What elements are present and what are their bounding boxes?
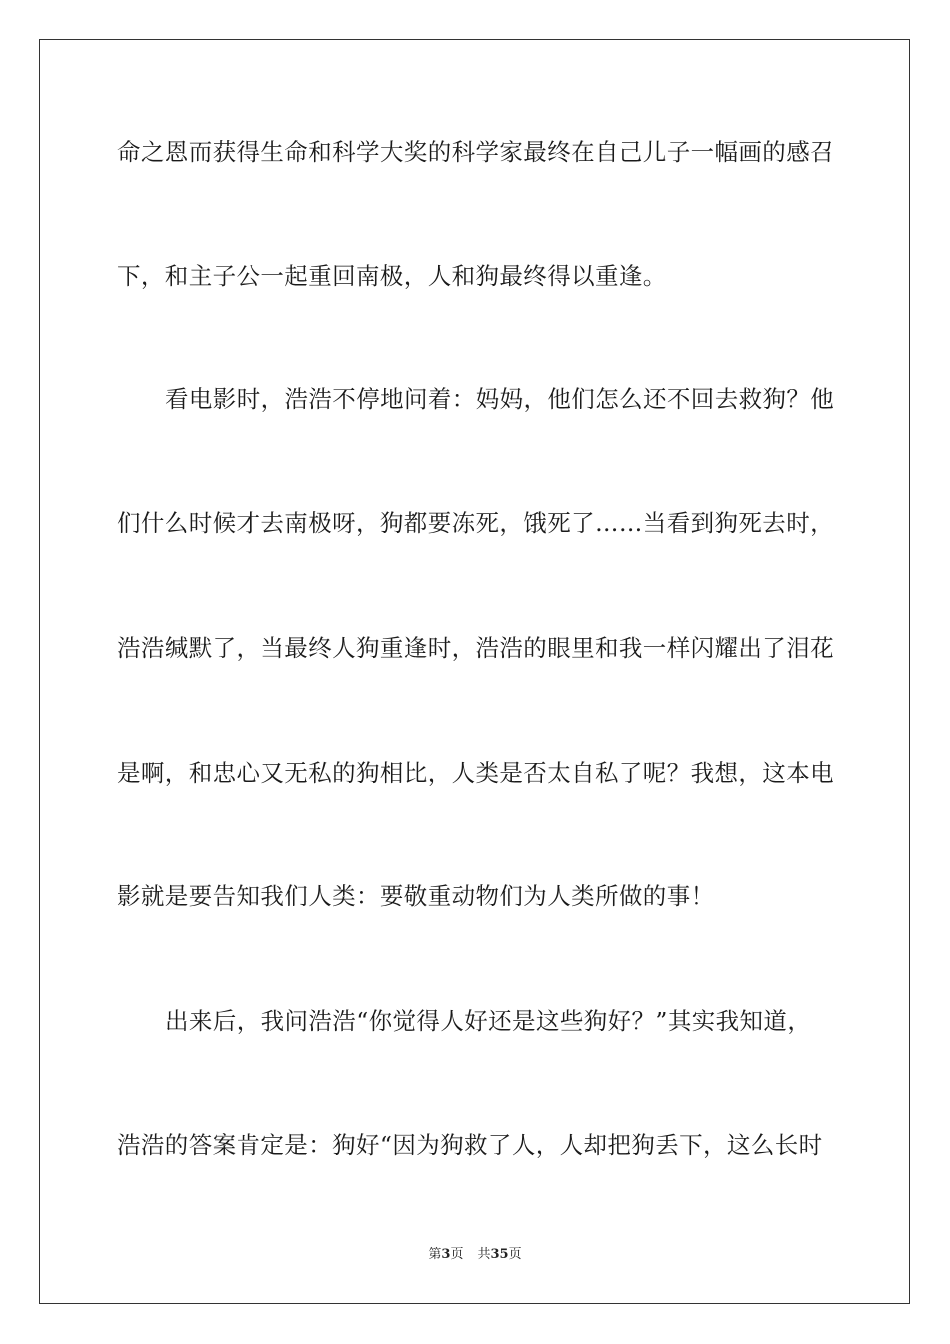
- total-pages-prefix: 共: [477, 1247, 491, 1262]
- page-border: [39, 39, 910, 1304]
- total-pages-suffix: 页: [508, 1247, 522, 1262]
- body-text-line: 浩浩缄默了，当最终人狗重逢时，浩浩的眼里和我一样闪耀出了泪花: [117, 634, 834, 662]
- current-page-number: 3: [441, 1247, 451, 1262]
- body-text-line: 影就是要告知我们人类：要敬重动物们为人类所做的事！: [117, 882, 715, 910]
- body-text-line: 下，和主子公一起重回南极，人和狗最终得以重逢。: [117, 262, 667, 290]
- paragraph-first-line: 出来后，我问浩浩“你觉得人好还是这些狗好？”其实我知道，: [165, 1007, 812, 1035]
- body-text-line: 浩浩的答案肯定是：狗好“因为狗救了人，人却把狗丢下，这么长时: [117, 1131, 823, 1159]
- page-number-prefix: 第: [428, 1247, 442, 1262]
- body-text-line: 们什么时候才去南极呀，狗都要冻死，饿死了……当看到狗死去时，: [117, 509, 834, 537]
- body-text-line: 命之恩而获得生命和科学大奖的科学家最终在自己儿子一幅画的感召: [117, 138, 834, 166]
- page-number-suffix: 页: [450, 1247, 464, 1262]
- paragraph-first-line: 看电影时，浩浩不停地问着：妈妈，他们怎么还不回去救狗？他: [165, 385, 835, 413]
- total-pages-number: 35: [490, 1247, 509, 1262]
- body-text-line: 是啊，和忠心又无私的狗相比，人类是否太自私了呢？我想，这本电: [117, 759, 834, 787]
- page-footer: [0, 1247, 950, 1263]
